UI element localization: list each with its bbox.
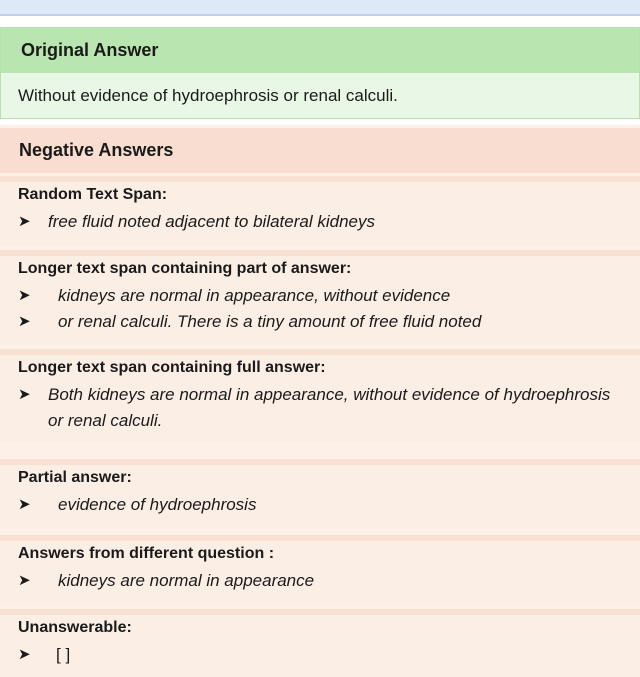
list-item bbox=[18, 642, 70, 668]
section-title: Answers from different question : bbox=[18, 545, 275, 562]
item-text: [ ] bbox=[56, 645, 71, 664]
list-item bbox=[18, 382, 618, 434]
section-longer-full-answer bbox=[0, 349, 640, 442]
original-answer-text: Without evidence of hydroephrosis or renal calculi. bbox=[18, 85, 398, 105]
item-text: free fluid noted adjacent to bilateral kidneys bbox=[48, 212, 375, 231]
section-title: Longer text span containing full answer: bbox=[18, 359, 326, 376]
section-title: Unanswerable: bbox=[18, 619, 132, 636]
item-text: kidneys are normal in appearance, without evidence bbox=[58, 286, 451, 305]
section-title: Longer text span containing part of answer: bbox=[18, 260, 352, 277]
section-partial-answer bbox=[0, 459, 640, 529]
arrow-bullet-icon: ➤ bbox=[18, 386, 31, 403]
arrow-bullet-icon: ➤ bbox=[18, 213, 31, 230]
item-text: Both kidneys are normal in appearance, without evidence of hydroephrosis or renal calculi. bbox=[48, 385, 611, 430]
item-text: kidneys are normal in appearance bbox=[58, 571, 315, 590]
section-random-text-span bbox=[0, 176, 640, 246]
list-item bbox=[18, 209, 375, 235]
item-text: or renal calculi. There is a tiny amount of free fluid noted bbox=[58, 312, 482, 331]
section-unanswerable bbox=[0, 609, 640, 677]
negative-answers-box bbox=[0, 125, 640, 677]
section-title: Partial answer: bbox=[18, 469, 132, 486]
list-item bbox=[18, 568, 314, 594]
arrow-bullet-icon: ➤ bbox=[18, 313, 31, 330]
list-item bbox=[18, 492, 256, 518]
arrow-bullet-icon: ➤ bbox=[18, 496, 31, 513]
original-answer-box bbox=[0, 27, 640, 119]
section-different-question bbox=[0, 535, 640, 603]
arrow-bullet-icon: ➤ bbox=[18, 646, 31, 663]
item-text: evidence of hydroephrosis bbox=[58, 495, 257, 514]
arrow-bullet-icon: ➤ bbox=[18, 287, 31, 304]
section-longer-part-answer bbox=[0, 250, 640, 345]
negative-answers-header: Negative Answers bbox=[0, 128, 640, 173]
arrow-bullet-icon: ➤ bbox=[18, 572, 31, 589]
list-item bbox=[18, 309, 481, 335]
section-title: Random Text Span: bbox=[18, 186, 168, 203]
original-answer-header: Original Answer bbox=[1, 28, 639, 73]
list-item bbox=[18, 283, 450, 309]
top-strip bbox=[0, 0, 640, 16]
